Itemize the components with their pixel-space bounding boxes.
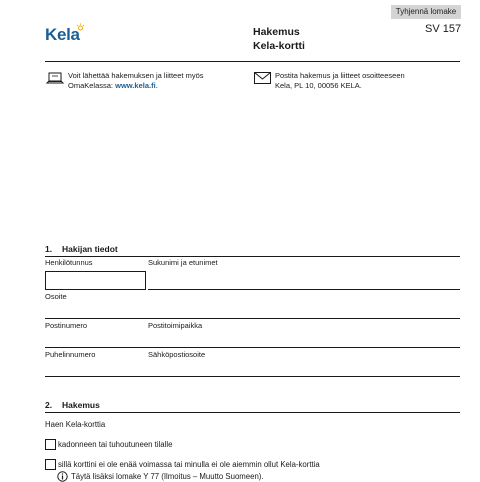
title-line-1: Hakemus bbox=[253, 26, 300, 38]
online-line-1: Voit lähettää hakemuksen ja liitteet myös bbox=[68, 71, 204, 80]
post-line-1: Postita hakemus ja liitteet osoitteeseen bbox=[275, 71, 405, 80]
kela-website-link[interactable]: www.kela.fi bbox=[115, 81, 156, 90]
form-title bbox=[253, 25, 305, 53]
form-code: SV 157 bbox=[425, 23, 462, 35]
section-1-divider bbox=[45, 256, 460, 257]
section-1-heading bbox=[45, 244, 118, 254]
section-2-heading bbox=[45, 400, 100, 410]
y77-note: Täytä lisäksi lomake Y 77 (Ilmoitus – Muutto Suomeen). bbox=[71, 472, 264, 481]
header-divider bbox=[45, 61, 460, 62]
name-input-line[interactable] bbox=[148, 289, 460, 290]
section-1-title: Hakijan tiedot bbox=[62, 244, 118, 254]
title-line-2: Kela-kortti bbox=[253, 40, 305, 52]
phone-label: Puhelinnumero bbox=[45, 350, 96, 359]
sun-icon bbox=[76, 23, 85, 32]
post-line-2: Kela, PL 10, 00056 KELA. bbox=[275, 81, 362, 90]
address-input-line[interactable] bbox=[45, 318, 460, 319]
logo-text: Kela bbox=[45, 25, 80, 44]
clear-form-button[interactable]: Tyhjennä lomake bbox=[391, 5, 461, 19]
section-2-title: Hakemus bbox=[62, 400, 100, 410]
option-expired-checkbox[interactable] bbox=[45, 459, 56, 470]
section-2-divider bbox=[45, 412, 460, 413]
post-instructions bbox=[275, 71, 405, 91]
address-label: Osoite bbox=[45, 292, 67, 301]
online-line-2-suffix: . bbox=[155, 81, 158, 90]
option-lost-label: kadonneen tai tuhoutuneen tilalle bbox=[58, 440, 173, 449]
section-1-number: 1. bbox=[45, 244, 53, 254]
application-intro: Haen Kela-korttia bbox=[45, 420, 106, 429]
section-2-number: 2. bbox=[45, 400, 53, 410]
info-icon bbox=[57, 471, 68, 482]
laptop-icon bbox=[46, 72, 64, 85]
postcode-label: Postinumero bbox=[45, 321, 88, 330]
postcode-city-input-line[interactable] bbox=[45, 347, 460, 348]
name-label: Sukunimi ja etunimet bbox=[148, 258, 218, 267]
online-line-2 bbox=[68, 81, 204, 91]
option-expired-label: sillä korttini ei ole enää voimassa tai minulla ei ole aiemmin ollut Kela-korttia bbox=[58, 460, 320, 469]
online-instructions bbox=[68, 71, 204, 91]
city-label: Postitoimipaikka bbox=[148, 321, 203, 330]
email-label: Sähköpostiosoite bbox=[148, 350, 206, 359]
kela-logo bbox=[45, 25, 80, 45]
ssn-label: Henkilötunnus bbox=[45, 258, 93, 267]
ssn-input[interactable] bbox=[45, 271, 146, 290]
envelope-icon bbox=[254, 72, 271, 84]
option-lost-checkbox[interactable] bbox=[45, 439, 56, 450]
phone-email-input-line[interactable] bbox=[45, 376, 460, 377]
online-line-2-prefix: OmaKelassa: bbox=[68, 81, 116, 90]
